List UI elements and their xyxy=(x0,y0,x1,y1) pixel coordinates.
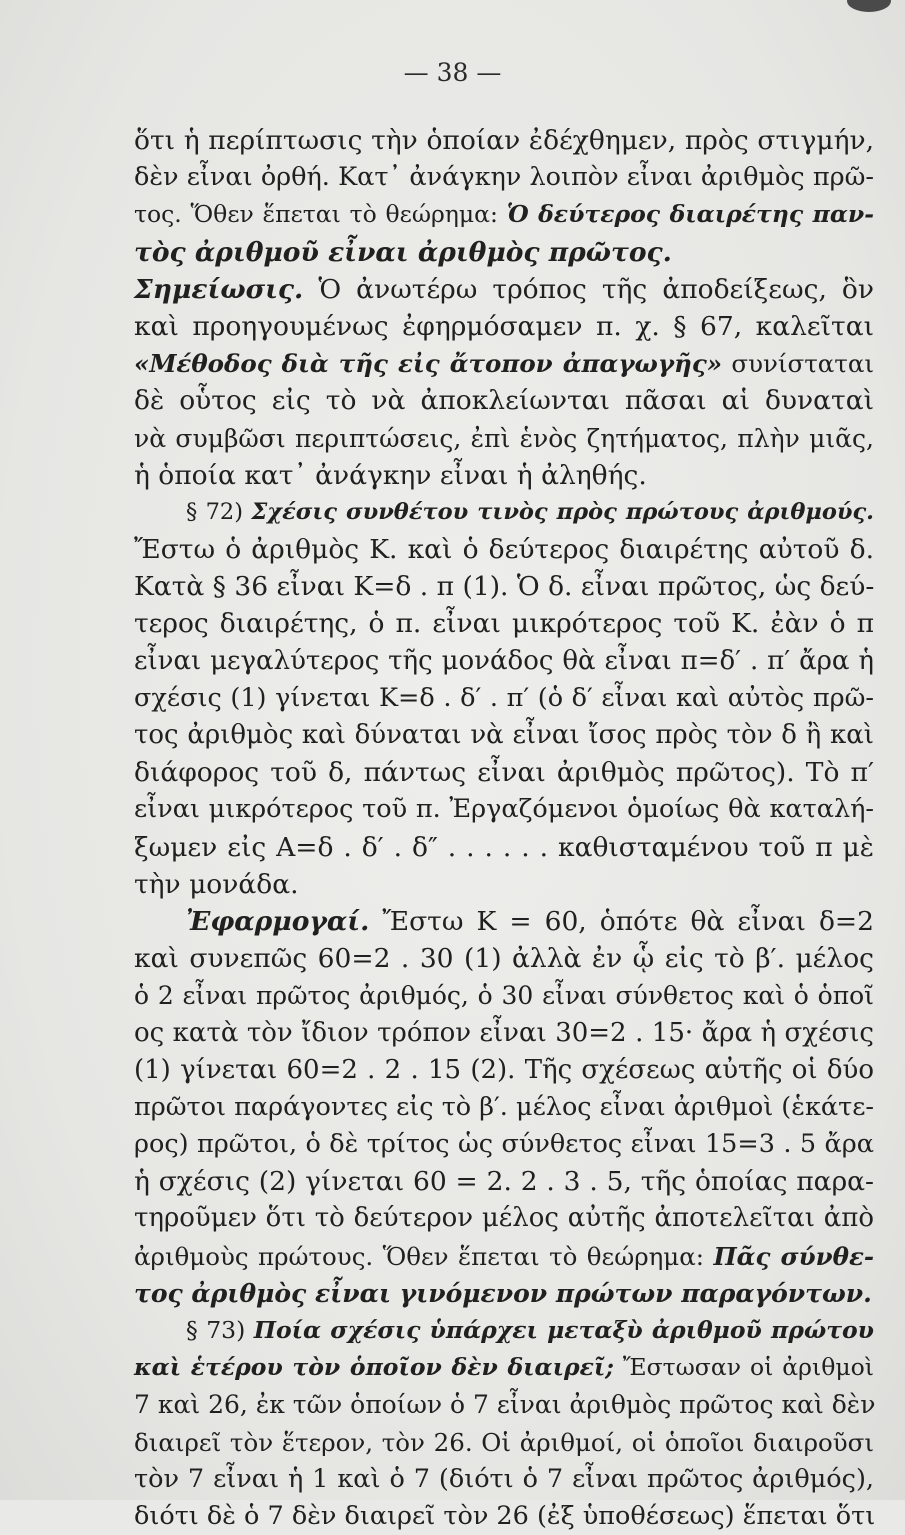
emphasized-text: τος ἀριθμὸς εἶναι γινόμενον πρώτων παραγόντων. xyxy=(134,1278,872,1308)
text-segment: τὸν 7 εἶναι ἡ 1 καὶ ὁ 7 (διότι ὁ 7 εἶναι πρῶτος ἀριθμός), xyxy=(134,1463,874,1494)
text-line xyxy=(134,643,874,680)
text-line xyxy=(134,568,874,605)
text-segment: σχέσις (1) γίνεται Κ=δ . δ′ . π′ (ὁ δ′ εἶναι καὶ αὐτὸς πρῶ- xyxy=(134,682,874,713)
text-line xyxy=(134,866,874,903)
text-line xyxy=(134,1498,874,1535)
text-segment: (1) γίνεται 60=2 . 2 . 15 (2). Τῆς σχέσεως αὐτῆς οἱ δύο xyxy=(134,1054,874,1085)
page-number-text: — 38 — xyxy=(403,58,502,87)
text-line xyxy=(134,977,874,1014)
text-line xyxy=(134,234,874,271)
text-line xyxy=(134,345,874,382)
text-line xyxy=(134,791,874,828)
text-segment: ξωμεν εἰς Α=δ . δ′ . δ″ . . . . . . καθισταμένου τοῦ π μὲ xyxy=(134,831,874,863)
text-line xyxy=(134,122,874,159)
text-line xyxy=(134,1349,874,1386)
text-line xyxy=(134,1200,874,1237)
text-segment: διαιρεῖ τὸν ἕτερον, τὸν 26. Οἱ ἀριθμοί, οἱ ὁποῖοι διαιροῦσι xyxy=(134,1427,874,1457)
emphasized-text: Σημείωσις. xyxy=(134,273,304,305)
text-segment: συνίσταται xyxy=(722,349,875,379)
text-line xyxy=(134,1052,874,1089)
emphasized-text: Πᾶς σύνθε- xyxy=(713,1241,875,1271)
text-segment: ὅτι ἡ περίπτωσις τὴν ὁποίαν ἐδέχθημεν, πρὸς στιγμήν, xyxy=(134,125,874,156)
text-line xyxy=(134,1089,874,1126)
text-segment: τηροῦμεν ὅτι τὸ δεύτερον μέλος αὐτῆς ἀποτελεῖται ἀπὸ xyxy=(134,1203,874,1234)
text-segment: ρος) πρῶτοι, ὁ δὲ τρίτος ὡς σύνθετος εἶναι 15=3 . 5 ἄρα xyxy=(134,1129,874,1160)
text-segment: ἡ ὁποία κατ᾽ ἀνάγκην εἶναι ἡ ἀληθής. xyxy=(134,459,647,491)
text-segment: Ὁ ἀνωτέρω τρόπος τῆς ἀποδείξεως, ὃν xyxy=(303,273,874,305)
text-segment: Ἔστω ὁ ἀριθμὸς Κ. καὶ ὁ δεύτερος διαιρέτης αὐτοῦ δ. xyxy=(134,534,874,566)
text-segment: ἡ σχέσις (2) γίνεται 60 = 2. 2 . 3 . 5, τῆς ὁποίας παρα- xyxy=(134,1166,874,1198)
text-segment: ος κατὰ τὸν ἴδιον τρόπον εἶναι 30=2 . 15· ἄρα ἡ σχέσις xyxy=(134,1017,874,1048)
text-line xyxy=(134,1312,874,1349)
emphasized-text: Ποία σχέσις ὑπάρχει μεταξὺ ἀριθμοῦ πρώτου xyxy=(253,1316,874,1344)
emphasized-text: «Μέθοδος διὰ τῆς εἰς ἄτοπον ἀπαγωγῆς» xyxy=(134,349,723,379)
emphasized-text: Ὁ δεύτερος διαιρέτης παν- xyxy=(506,200,874,229)
text-segment: τὴν μονάδα. xyxy=(134,868,299,900)
text-line xyxy=(134,382,874,419)
text-segment: δὲ οὗτος εἰς τὸ νὰ ἀποκλείωνται πᾶσαι αἱ δυναταὶ xyxy=(134,385,874,417)
text-segment: διότι δὲ ὁ 7 δὲν διαιρεῖ τὸν 26 (ἐξ ὑποθέσεως) ἕπεται ὅτι xyxy=(134,1500,876,1531)
text-line xyxy=(134,903,874,940)
text-segment: ὁ 2 εἶναι πρῶτος ἀριθμός, ὁ 30 εἶναι σύνθετος καὶ ὁ ὁποῖ xyxy=(134,981,874,1011)
text-segment: τος ἀριθμὸς καὶ δύναται νὰ εἶναι ἴσος πρὸς τὸν δ ἢ καὶ xyxy=(134,720,874,750)
text-segment: εἶναι μεγαλύτερος τῆς μονάδος θὰ εἶναι π=δ′ . π′ ἄρα ἡ xyxy=(134,645,874,676)
emphasized-text: τὸς ἀριθμοῦ εἶναι ἀριθμὸς πρῶτος. xyxy=(134,236,672,268)
text-segment: Ἔστω Κ = 60, ὁπότε θὰ εἶναι δ=2 xyxy=(369,905,874,937)
body-text xyxy=(134,122,874,1535)
text-line xyxy=(134,1238,874,1275)
text-line xyxy=(134,717,874,754)
text-segment: 7 καὶ 26, ἐκ τῶν ὁποίων ὁ 7 εἶναι ἀριθμὸς πρῶτος καὶ δὲν xyxy=(134,1390,876,1420)
text-line xyxy=(134,605,874,642)
text-line xyxy=(134,308,874,345)
text-line xyxy=(134,494,874,531)
text-segment: καὶ προηγουμένως ἐφηρμόσαμεν π. χ. § 67, καλεῖται xyxy=(134,310,874,342)
text-segment: Ἔστωσαν οἱ ἀριθμοὶ xyxy=(613,1353,874,1382)
page-corner-mark xyxy=(847,0,891,12)
text-line xyxy=(134,1424,874,1461)
text-line xyxy=(134,1163,874,1200)
emphasized-text: Σχέσις συνθέτου τινὸς πρὸς πρώτους ἀριθμούς. xyxy=(251,498,875,525)
text-segment: Κατὰ § 36 εἶναι Κ=δ . π (1). Ὁ δ. εἶναι πρῶτος, ὡς δεύ- xyxy=(134,571,875,603)
emphasized-text: Ἐφαρμογαί. xyxy=(186,905,370,937)
text-segment: τερος διαιρέτης, ὁ π. εἶναι μικρότερος τοῦ Κ. ἐὰν ὁ π xyxy=(134,608,874,640)
text-segment: ἀριθμοὺς πρώτους. Ὅθεν ἕπεται τὸ θεώρημα: xyxy=(134,1241,714,1271)
text-segment: καὶ συνεπῶς 60=2 . 30 (1) ἀλλὰ ἐν ᾧ εἰς τὸ β′. μέλος xyxy=(134,943,874,975)
text-line xyxy=(134,1461,874,1498)
text-segment: τος. Ὅθεν ἕπεται τὸ θεώρημα: xyxy=(134,200,507,229)
text-segment: § 72) xyxy=(186,498,252,525)
text-line xyxy=(134,159,874,196)
text-segment: δὲν εἶναι ὀρθή. Κατ᾽ ἀνάγκην λοιπὸν εἶναι ἀριθμὸς πρῶ- xyxy=(134,162,874,193)
text-segment: διάφορος τοῦ δ, πάντως εἶναι ἀριθμὸς πρῶτος). Τὸ π′ xyxy=(134,757,874,789)
text-line xyxy=(134,680,874,717)
text-line xyxy=(134,940,874,977)
text-line xyxy=(134,531,874,568)
text-line xyxy=(134,457,874,494)
text-line xyxy=(134,1126,874,1163)
text-segment: εἶναι μικρότερος τοῦ π. Ἐργαζόμενοι ὁμοίως θὰ καταλή- xyxy=(134,794,874,825)
text-segment: § 73) xyxy=(186,1316,254,1344)
text-line xyxy=(134,271,874,308)
text-segment: πρῶτοι παράγοντες εἰς τὸ β′. μέλος εἶναι ἀριθμοὶ (ἑκάτε- xyxy=(134,1091,875,1122)
emphasized-text: καὶ ἑτέρου τὸν ὁποῖον δὲν διαιρεῖ; xyxy=(134,1353,614,1382)
text-line xyxy=(134,1275,874,1312)
text-segment: νὰ συμβῶσι περιπτώσεις, ἐπὶ ἑνὸς ζητήματος, πλὴν μιᾶς, xyxy=(134,423,874,453)
text-line xyxy=(134,1015,874,1052)
text-line xyxy=(134,420,874,457)
text-line xyxy=(134,1386,874,1423)
text-line xyxy=(134,754,874,791)
text-line xyxy=(134,196,874,233)
page-number xyxy=(0,58,905,87)
text-line xyxy=(134,829,874,866)
